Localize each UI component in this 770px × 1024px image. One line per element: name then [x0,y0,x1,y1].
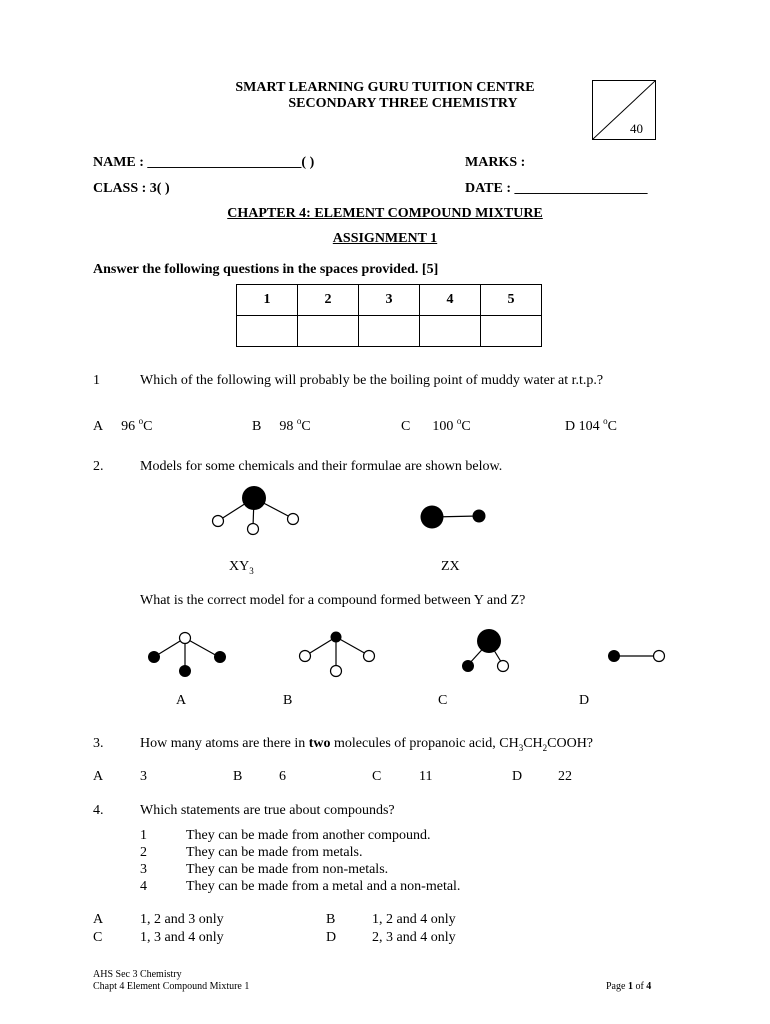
q2-option-b: B [283,693,293,708]
statement-text: They can be made from non-metals. [186,862,389,877]
chapter-title: CHAPTER 4: ELEMENT COMPOUND MIXTURE [227,206,543,221]
formula-zx: ZX [441,559,460,574]
model-c [455,628,525,678]
q3-option-b-letter: B [233,769,243,784]
q4-number: 4. [93,803,104,818]
answer-cell[interactable] [237,316,298,347]
answer-cell[interactable] [359,316,420,347]
answer-header: 4 [420,285,481,316]
answer-cell[interactable] [298,316,359,347]
marks-box [592,80,656,140]
q3-option-b-value: 6 [279,769,286,784]
q2-option-a: A [176,693,187,708]
q2-question: What is the correct model for a compound formed between Y and Z? [140,593,526,608]
model-d [605,646,675,666]
statement-number: 2 [140,845,147,860]
centre-title: SMART LEARNING GURU TUITION CENTRE [235,80,535,95]
model-b [296,630,386,680]
answer-header: 3 [359,285,420,316]
q3-option-c-value: 11 [419,769,433,784]
answer-header: 1 [237,285,298,316]
q1-option-d: D 104 $^o$C [565,416,617,434]
statement-text: They can be made from metals. [186,845,363,860]
q3-number: 3. [93,736,104,751]
footer-line2: Chapt 4 Element Compound Mixture 1 [93,981,250,992]
answer-header: 5 [481,285,542,316]
q3-option-a-value: 3 [140,769,147,784]
xy3-model [208,483,308,543]
marks-field[interactable]: MARKS : [465,155,526,170]
q2-text: Models for some chemicals and their formulae are shown below. [140,459,503,474]
date-field[interactable]: DATE : ___________________ [465,181,648,196]
page-number: Page 1 of 4 [606,981,652,992]
statement-text: They can be made from another compound. [186,828,431,843]
q1-text: Which of the following will probably be the boiling point of muddy water at r.t.p.? [140,373,604,388]
statement-number: 1 [140,828,147,843]
statement-text: They can be made from a metal and a non-metal. [186,879,461,894]
q1-option-b: B 98 $^o$C [252,416,311,434]
q4-option-d-letter: D [326,930,337,945]
instruction: Answer the following questions in the spaces provided. [5] [93,262,439,277]
q3-text: How many atoms are there in two molecules of propanoic acid, $CH_3CH_2COOH$? [140,736,594,753]
q2-option-c: C [438,693,448,708]
statement-number: 3 [140,862,147,877]
assignment-title: ASSIGNMENT 1 [332,231,438,246]
total-marks: 40 [630,121,643,136]
q4-option-b-letter: B [326,912,336,927]
footer-line1: AHS Sec 3 Chemistry [93,969,182,980]
q4-option-c-text: 1, 3 and 4 only [140,930,224,945]
q4-option-b-text: 1, 2 and 4 only [372,912,456,927]
q1-option-a: A 96 $^o$C [93,416,153,434]
q1-option-c: C 100 $^o$C [401,416,471,434]
formula-xy3: $XY_3$ [229,559,254,576]
answer-table [236,284,542,347]
q4-option-a-letter: A [93,912,104,927]
q2-number: 2. [93,459,104,474]
q2-option-d: D [579,693,590,708]
q4-option-a-text: 1, 2 and 3 only [140,912,224,927]
name-field[interactable]: NAME : ______________________( ) [93,155,315,170]
marks-box-diagonal [593,81,655,139]
q3-option-c-letter: C [372,769,382,784]
subject-title: SECONDARY THREE CHEMISTRY [288,96,518,111]
q4-text: Which statements are true about compounds? [140,803,395,818]
q4-option-c-letter: C [93,930,103,945]
answer-cell[interactable] [481,316,542,347]
answer-header: 2 [298,285,359,316]
q3-option-d-value: 22 [558,769,572,784]
answer-cell[interactable] [420,316,481,347]
statement-number: 4 [140,879,147,894]
q3-option-d-letter: D [512,769,523,784]
q4-option-d-text: 2, 3 and 4 only [372,930,456,945]
q1-number: 1 [93,373,100,388]
model-a [145,630,235,680]
q3-option-a-letter: A [93,769,104,784]
zx-model [418,503,498,533]
class-field[interactable]: CLASS : 3( ) [93,181,170,196]
